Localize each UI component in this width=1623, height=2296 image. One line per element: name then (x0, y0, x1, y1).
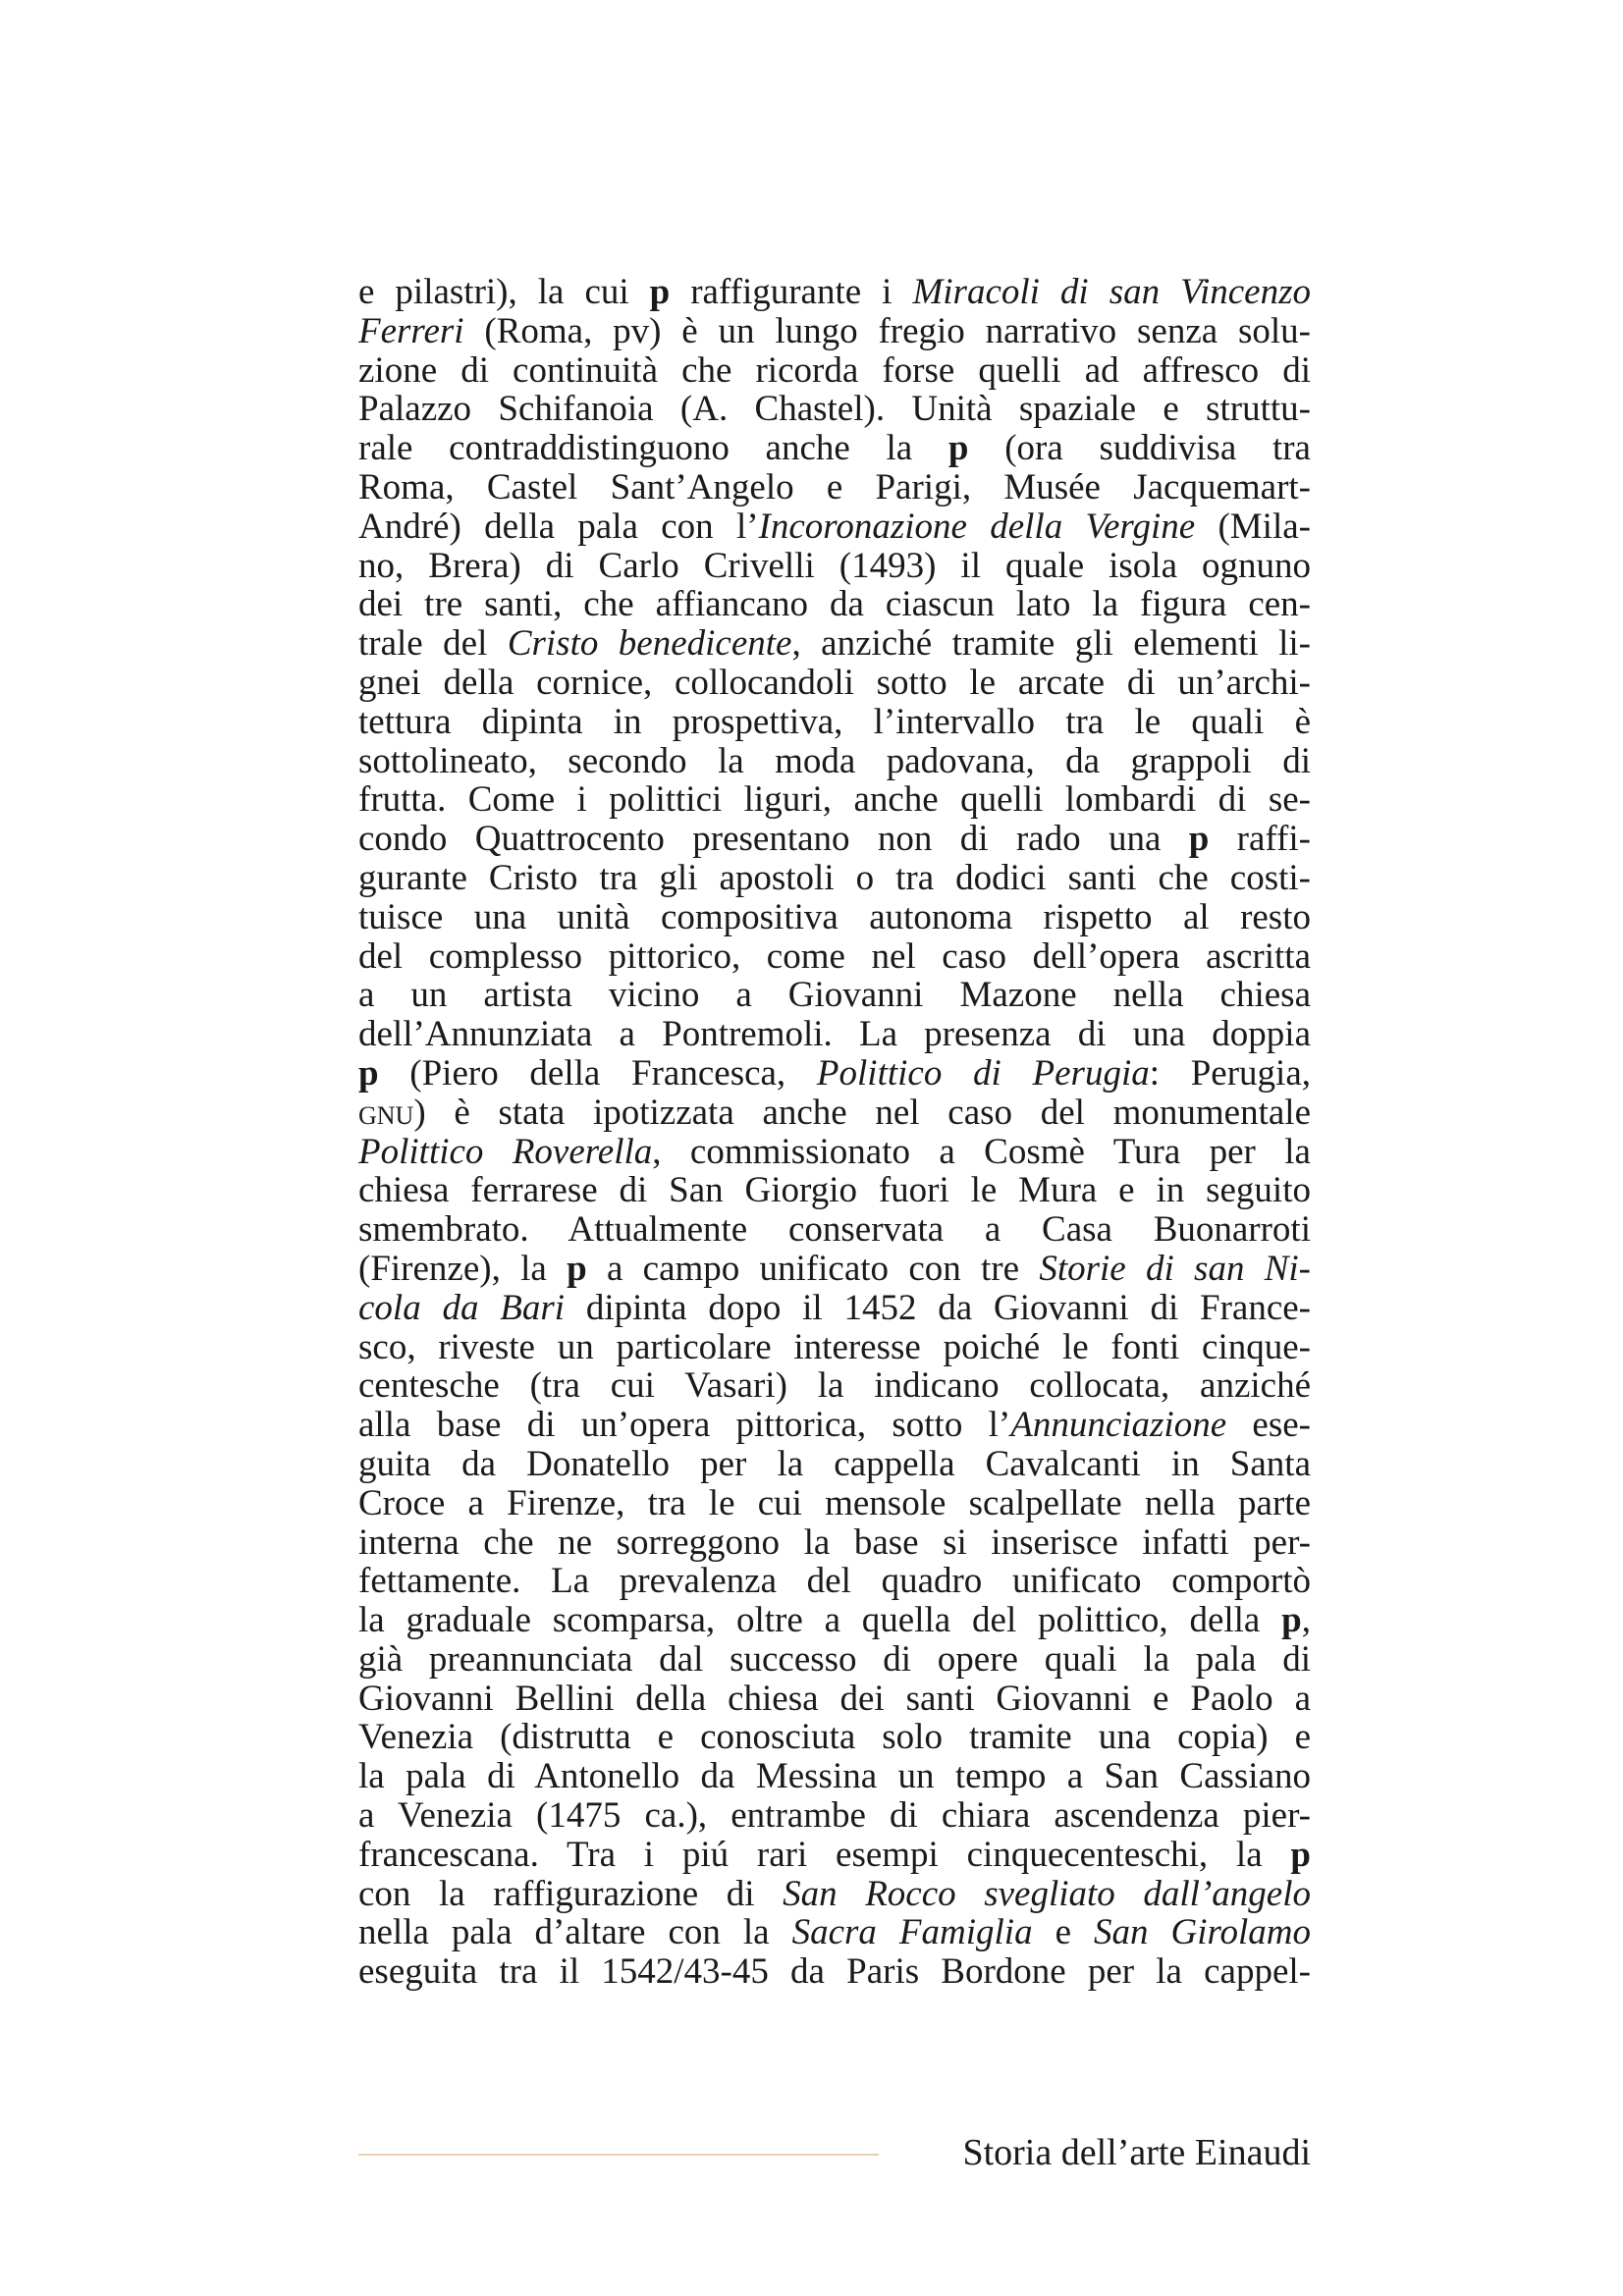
text-segment: guita da Donatello per la cappella Cavalcanti in Santa (358, 1444, 1311, 1484)
text-line (358, 937, 1311, 977)
footer-rule (358, 2154, 879, 2156)
text-segment: già preannunciata dal successo di opere quali la pala di (358, 1639, 1311, 1680)
text-segment: e pilastri), la cui (358, 273, 650, 312)
text-segment: Sacra Famiglia (791, 1913, 1033, 1953)
text-segment: Polittico Roverella (358, 1132, 653, 1172)
text-segment: Roma, Castel Sant’Angelo e Parigi, Musée Jacquemart- (358, 467, 1311, 507)
text-segment: fettamente. La prevalenza del quadro unificato comportò (358, 1562, 1311, 1602)
text-segment: la graduale scomparsa, oltre a quella del polittico, della (358, 1601, 1282, 1640)
text-segment: André) della pala con l’ (358, 507, 759, 547)
text-line (358, 624, 1311, 664)
text-segment: Polittico di Perugia (816, 1053, 1150, 1094)
text-line (358, 1640, 1311, 1680)
body-text (358, 273, 1311, 1992)
text-segment: Incoronazione della Vergine (758, 507, 1196, 547)
text-segment: p (649, 273, 671, 312)
text-segment: a un artista vicino a Giovanni Mazone nella chiesa (358, 976, 1311, 1016)
text-segment: p (947, 429, 969, 468)
text-segment: condo Quattrocento presentano non di rado una (358, 820, 1189, 859)
text-segment: francescana. Tra i piú rari esempi cinquecenteschi, la (358, 1835, 1291, 1875)
text-line (358, 507, 1311, 547)
text-line (358, 820, 1311, 859)
text-line (358, 1484, 1311, 1523)
text-segment: la pala di Antonello da Messina un tempo a San Cassiano (358, 1757, 1311, 1797)
text-line (358, 1328, 1311, 1367)
text-segment: , (1301, 1601, 1311, 1640)
text-line (358, 1913, 1311, 1952)
footer-title: Storia dell’arte Einaudi (962, 2132, 1311, 2173)
text-segment: (Roma, pv) è un lungo fregio narrativo senza solu- (463, 311, 1311, 351)
text-line (358, 547, 1311, 586)
text-segment: e (1032, 1913, 1094, 1953)
text-line (358, 1718, 1311, 1757)
text-segment: del complesso pittorico, come nel caso dell’opera ascritta (358, 936, 1311, 977)
text-segment: cola da Bari (358, 1288, 566, 1328)
text-segment: Miracoli di san Vincenzo (912, 273, 1311, 312)
text-segment: rale contraddistinguono anche la (358, 429, 948, 468)
text-line (358, 1562, 1311, 1601)
text-line (358, 1875, 1311, 1914)
text-segment: dei tre santi, che affiancano da ciascun lato la figura cen- (358, 585, 1311, 625)
text-segment: centesche (tra cui Vasari) la indicano collocata, anziché (358, 1366, 1311, 1407)
text-segment: sottolineato, secondo la moda padovana, da grappoli di (358, 741, 1311, 781)
text-segment: con la raffigurazione di (358, 1874, 784, 1914)
text-segment: , commissionato a Cosmè Tura per la (652, 1132, 1311, 1172)
text-line (358, 1366, 1311, 1406)
text-segment: Palazzo Schifanoia (A. Chastel). Unità spaziale e struttu- (358, 390, 1311, 430)
text-segment: smembrato. Attualmente conservata a Casa Buonarroti (358, 1210, 1311, 1250)
text-segment: chiesa ferrarese di San Giorgio fuori le Mura e in seguito (358, 1171, 1311, 1211)
text-segment: Venezia (distrutta e conosciuta solo tramite una copia) e (358, 1718, 1311, 1758)
text-line (358, 1523, 1311, 1563)
text-segment: Giovanni Bellini della chiesa dei santi Giovanni e Paolo a (358, 1679, 1311, 1719)
text-segment: ese- (1226, 1406, 1311, 1445)
text-line (358, 1796, 1311, 1836)
text-line (358, 1094, 1311, 1133)
text-segment: dell’Annunziata a Pontremoli. La presenza di una doppia (358, 1015, 1311, 1054)
text-segment: Croce a Firenze, tra le cui mensole scalpellate nella parte (358, 1483, 1311, 1523)
text-segment: interna che ne sorreggono la base si inserisce infatti per- (358, 1522, 1311, 1563)
text-segment: raffi- (1209, 820, 1311, 859)
text-segment: raffigurante i (670, 273, 913, 312)
text-line (358, 1015, 1311, 1054)
text-segment: Storie di san Ni- (1039, 1249, 1311, 1289)
text-segment: tuisce una unità compositiva autonoma rispetto al resto (358, 897, 1311, 937)
text-line (358, 780, 1311, 820)
text-segment: gnu (358, 1093, 414, 1133)
text-line (358, 1445, 1311, 1484)
text-segment: San Rocco svegliato dall’angelo (783, 1874, 1311, 1914)
text-segment: dipinta dopo il 1452 da Giovanni di France- (565, 1288, 1311, 1328)
text-line (358, 351, 1311, 391)
text-segment: tettura dipinta in prospettiva, l’intervallo tra le quali è (358, 702, 1311, 742)
text-line (358, 1054, 1311, 1094)
text-line (358, 1133, 1311, 1172)
text-line (358, 703, 1311, 742)
text-segment: , anziché tramite gli elementi li- (791, 624, 1311, 664)
text-segment: p (1188, 820, 1210, 859)
text-segment: (Firenze), la (358, 1249, 568, 1289)
text-line (358, 1210, 1311, 1250)
text-line (358, 585, 1311, 624)
text-segment: gurante Cristo tra gli apostoli o tra dodici santi che costi- (358, 858, 1311, 898)
page-footer (358, 2128, 1311, 2177)
text-segment: (Mila- (1195, 507, 1311, 547)
text-segment: p (567, 1249, 587, 1289)
text-segment: sco, riveste un particolare interesse poiché le fonti cinque- (358, 1327, 1311, 1367)
text-line (358, 1952, 1311, 1992)
text-line (358, 742, 1311, 781)
text-line (358, 1836, 1311, 1875)
text-segment: p (1290, 1835, 1311, 1875)
text-line (358, 664, 1311, 703)
text-line (358, 1406, 1311, 1445)
text-line (358, 390, 1311, 429)
text-segment: : Perugia, (1149, 1053, 1311, 1094)
text-line (358, 429, 1311, 468)
text-line (358, 1289, 1311, 1328)
text-segment: Cristo benedicente (507, 624, 792, 664)
text-segment: ) è stata ipotizzata anche nel caso del monumentale (413, 1093, 1311, 1133)
text-line (358, 1171, 1311, 1210)
text-line (358, 859, 1311, 898)
text-segment: p (358, 1053, 379, 1094)
text-segment: Annunciazione (1010, 1406, 1227, 1445)
text-segment: (Piero della Francesca, (378, 1053, 817, 1094)
text-segment: a campo unificato con tre (586, 1249, 1040, 1289)
text-segment: a Venezia (1475 ca.), entrambe di chiara ascendenza pier- (358, 1796, 1311, 1836)
text-segment: alla base di un’opera pittorica, sotto l’ (358, 1406, 1011, 1445)
text-segment: p (1281, 1601, 1302, 1640)
text-line (358, 1757, 1311, 1796)
text-segment: frutta. Come i polittici liguri, anche quelli lombardi di se- (358, 780, 1311, 821)
text-line (358, 1601, 1311, 1640)
text-segment: zione di continuità che ricorda forse quelli ad affresco di (358, 350, 1311, 391)
text-segment: (ora suddivisa tra (968, 429, 1311, 468)
text-line (358, 898, 1311, 937)
text-line (358, 273, 1311, 312)
text-segment: no, Brera) di Carlo Crivelli (1493) il quale isola ognuno (358, 546, 1311, 586)
text-segment: nella pala d’altare con la (358, 1913, 792, 1953)
text-segment: eseguita tra il 1542/43-45 da Paris Bordone per la cappel- (358, 1952, 1311, 1993)
text-segment: Ferreri (358, 311, 464, 351)
text-line (358, 976, 1311, 1015)
text-line (358, 468, 1311, 507)
text-line (358, 1250, 1311, 1289)
text-segment: San Girolamo (1093, 1913, 1311, 1953)
text-segment: gnei della cornice, collocandoli sotto le arcate di un’archi- (358, 663, 1311, 703)
text-line (358, 1680, 1311, 1719)
text-segment: trale del (358, 624, 508, 664)
text-line (358, 312, 1311, 351)
